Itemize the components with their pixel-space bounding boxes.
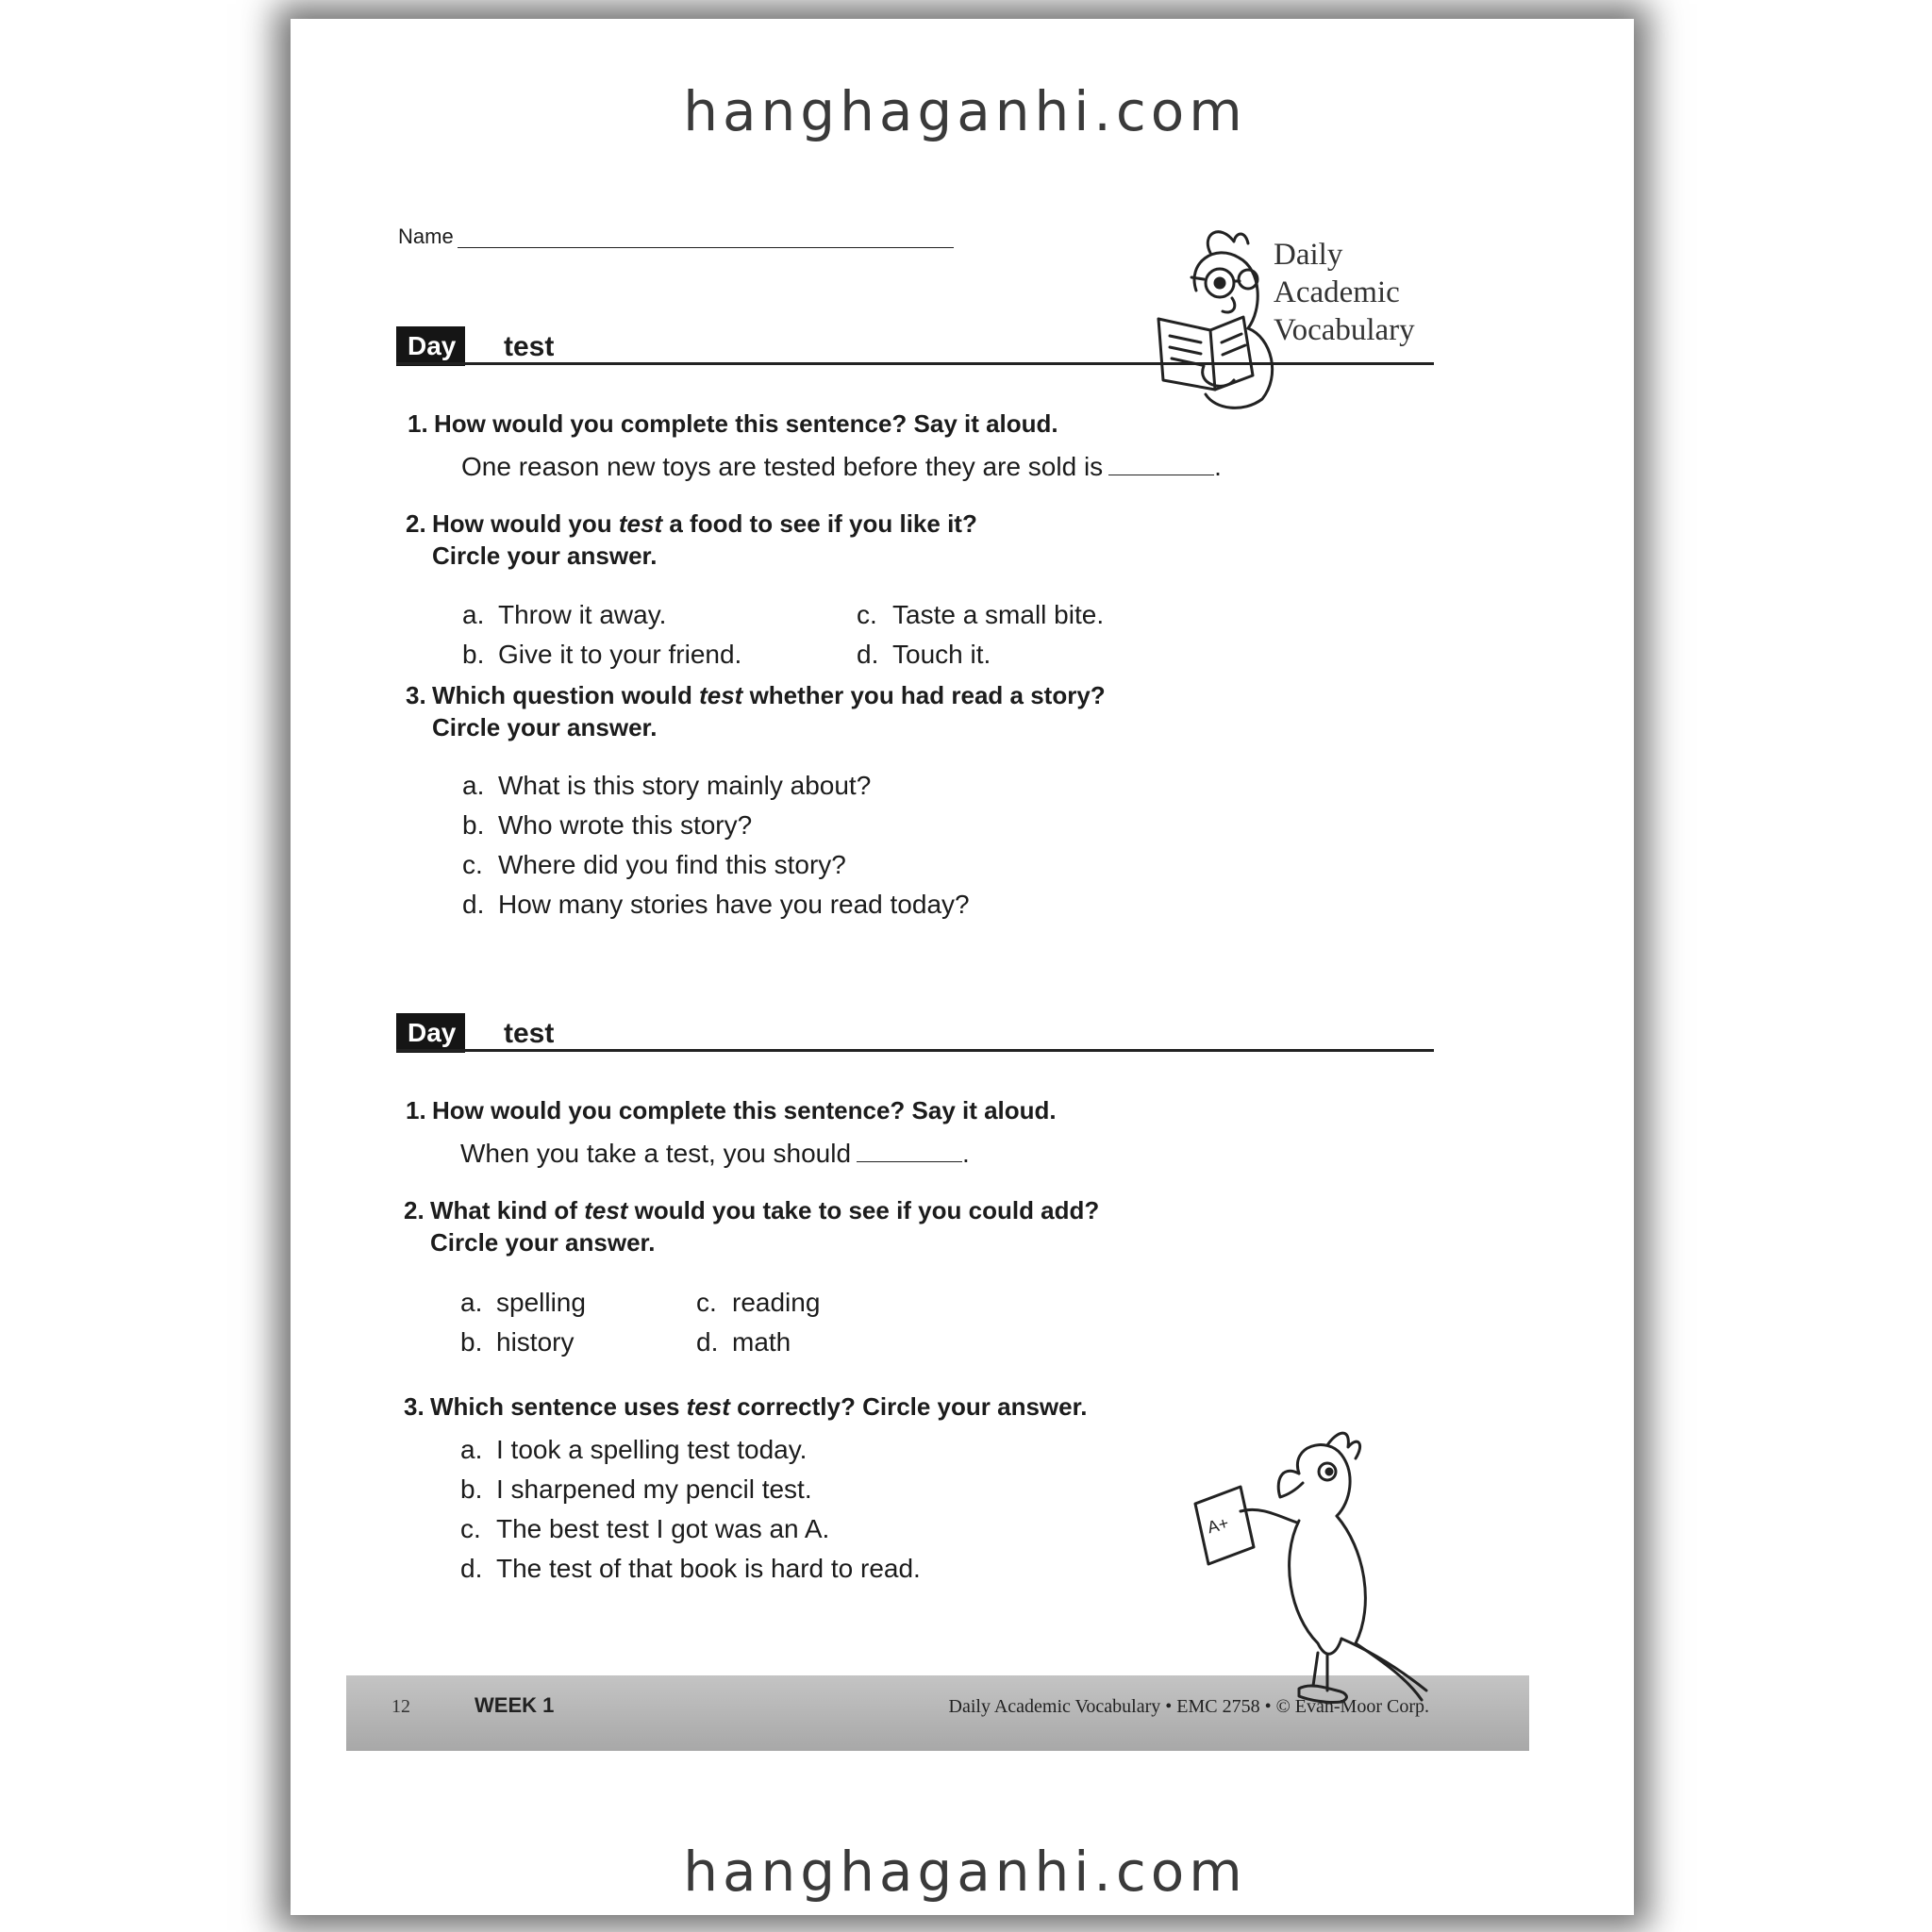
day3-q1-text: How would you complete this sentence? Say it aloud.	[434, 409, 1058, 438]
day3-q1-end: .	[1214, 452, 1222, 481]
day4-q3-number: 3.	[404, 1392, 425, 1421]
day3-word: test	[504, 331, 555, 362]
day4-q3-italic-word: test	[686, 1392, 730, 1421]
footer-credit: Daily Academic Vocabulary • EMC 2758 • © Evan-Moor Corp.	[948, 1696, 1429, 1717]
logo-title	[1274, 236, 1415, 349]
option-text: Touch it.	[892, 640, 991, 669]
day4-q1-number: 1.	[406, 1096, 426, 1124]
day3-q3-option-c	[462, 849, 846, 881]
option-text: How many stories have you read today?	[498, 890, 970, 919]
day3-question-1	[408, 408, 1058, 440]
day4-q2-option-c	[696, 1287, 820, 1319]
day3-q1-sentence-text: One reason new toys are tested before they are sold is	[461, 452, 1104, 481]
day4-q3-option-d	[460, 1553, 921, 1585]
option-letter: b.	[460, 1474, 483, 1504]
option-letter: c.	[696, 1288, 717, 1317]
day4-q3-option-a	[460, 1434, 807, 1466]
day3-q3-instruction: Circle your answer.	[432, 713, 658, 741]
option-text: I sharpened my pencil test.	[496, 1474, 812, 1504]
watermark-top: hanghaganhi.com	[683, 79, 1247, 143]
day3-q2-number: 2.	[406, 509, 426, 538]
day4-q1-sentence-text: When you take a test, you should	[460, 1139, 852, 1168]
option-letter: b.	[460, 1327, 483, 1357]
day3-q3-option-a	[462, 770, 871, 802]
option-text: reading	[732, 1288, 821, 1317]
name-label: Name	[398, 225, 454, 248]
day3-question-3	[406, 679, 1106, 743]
day4-q3-text-before: Which sentence uses	[430, 1392, 687, 1421]
page-number: 12	[391, 1696, 410, 1717]
day3-q2-instruction: Circle your answer.	[432, 541, 658, 570]
day4-q2-option-a	[460, 1287, 586, 1319]
option-text: Taste a small bite.	[892, 600, 1105, 629]
option-letter: c.	[462, 850, 483, 879]
logo-line-3: Vocabulary	[1274, 313, 1415, 347]
day3-question-2	[406, 508, 977, 572]
day4-q2-instruction: Circle your answer.	[430, 1228, 656, 1257]
day4-q1-text: How would you complete this sentence? Say it aloud.	[432, 1096, 1057, 1124]
watermark-bottom: hanghaganhi.com	[683, 1840, 1247, 1902]
option-letter: c.	[857, 600, 877, 629]
day4-q1-sentence	[460, 1138, 970, 1170]
answer-blank	[857, 1139, 962, 1162]
week-label: WEEK 1	[475, 1693, 555, 1717]
option-letter: b.	[462, 640, 485, 669]
option-letter: a.	[460, 1435, 483, 1464]
day3-q3-text-before: Which question would	[432, 681, 700, 709]
day3-label: Day 3	[396, 326, 465, 366]
day3-q1-sentence	[461, 451, 1222, 483]
day4-question-2	[404, 1194, 1099, 1258]
option-letter: a.	[462, 600, 485, 629]
day3-q3-option-b	[462, 809, 752, 841]
day4-q3-option-c	[460, 1513, 829, 1545]
option-text: history	[496, 1327, 575, 1357]
option-text: Give it to your friend.	[498, 640, 742, 669]
day3-q2-option-c	[857, 599, 1104, 631]
option-letter: c.	[460, 1514, 481, 1543]
day4-label: Day 4	[396, 1013, 465, 1053]
option-text: math	[732, 1327, 791, 1357]
day3-q3-text-after: whether you had read a story?	[742, 681, 1106, 709]
worksheet-page	[304, 30, 1626, 1902]
option-text: Who wrote this story?	[498, 810, 753, 840]
day3-q2-option-d	[857, 639, 991, 671]
logo-line-2: Academic	[1274, 275, 1400, 309]
option-letter: d.	[462, 890, 485, 919]
day3-q2-option-a	[462, 599, 666, 631]
day4-word: test	[504, 1018, 555, 1049]
day3-q2-italic-word: test	[618, 509, 663, 538]
day4-q1-end: .	[962, 1139, 970, 1168]
option-letter: d.	[696, 1327, 719, 1357]
option-text: spelling	[496, 1288, 586, 1317]
day3-q3-option-d	[462, 889, 970, 921]
day3-q3-italic-word: test	[699, 681, 743, 709]
day4-q2-italic-word: test	[584, 1196, 628, 1224]
paper-grade: A+	[1205, 1513, 1231, 1538]
day3-q2-text-after: a food to see if you like it?	[662, 509, 977, 538]
option-text: Where did you find this story?	[498, 850, 846, 879]
day3-rule	[396, 362, 1434, 365]
day4-question-1	[406, 1094, 1057, 1126]
option-letter: a.	[460, 1288, 483, 1317]
day4-question-3	[404, 1391, 1088, 1423]
option-letter: a.	[462, 771, 485, 800]
day4-q3-option-b	[460, 1474, 812, 1506]
logo-line-1: Daily	[1274, 238, 1343, 272]
answer-blank	[1108, 452, 1214, 475]
day3-q1-number: 1.	[408, 409, 428, 438]
day3-q3-number: 3.	[406, 681, 426, 709]
day4-q2-option-b	[460, 1326, 574, 1358]
option-text: What is this story mainly about?	[498, 771, 872, 800]
day4-q3-text-after: correctly? Circle your answer.	[729, 1392, 1088, 1421]
option-text: Throw it away.	[498, 600, 667, 629]
parrot-illustration-icon	[1186, 1426, 1459, 1719]
day4-q2-number: 2.	[404, 1196, 425, 1224]
option-text: The best test I got was an A.	[496, 1514, 830, 1543]
day4-rule	[396, 1049, 1434, 1052]
name-blank-line	[458, 247, 954, 248]
day4-q2-text-after: would you take to see if you could add?	[627, 1196, 1100, 1224]
day3-q2-option-b	[462, 639, 741, 671]
option-letter: b.	[462, 810, 485, 840]
day3-q2-text-before: How would you	[432, 509, 619, 538]
option-text: I took a spelling test today.	[496, 1435, 808, 1464]
option-text: The test of that book is hard to read.	[496, 1554, 921, 1583]
option-letter: d.	[460, 1554, 483, 1583]
day4-q2-option-d	[696, 1326, 791, 1358]
option-letter: d.	[857, 640, 879, 669]
day4-q2-text-before: What kind of	[430, 1196, 585, 1224]
